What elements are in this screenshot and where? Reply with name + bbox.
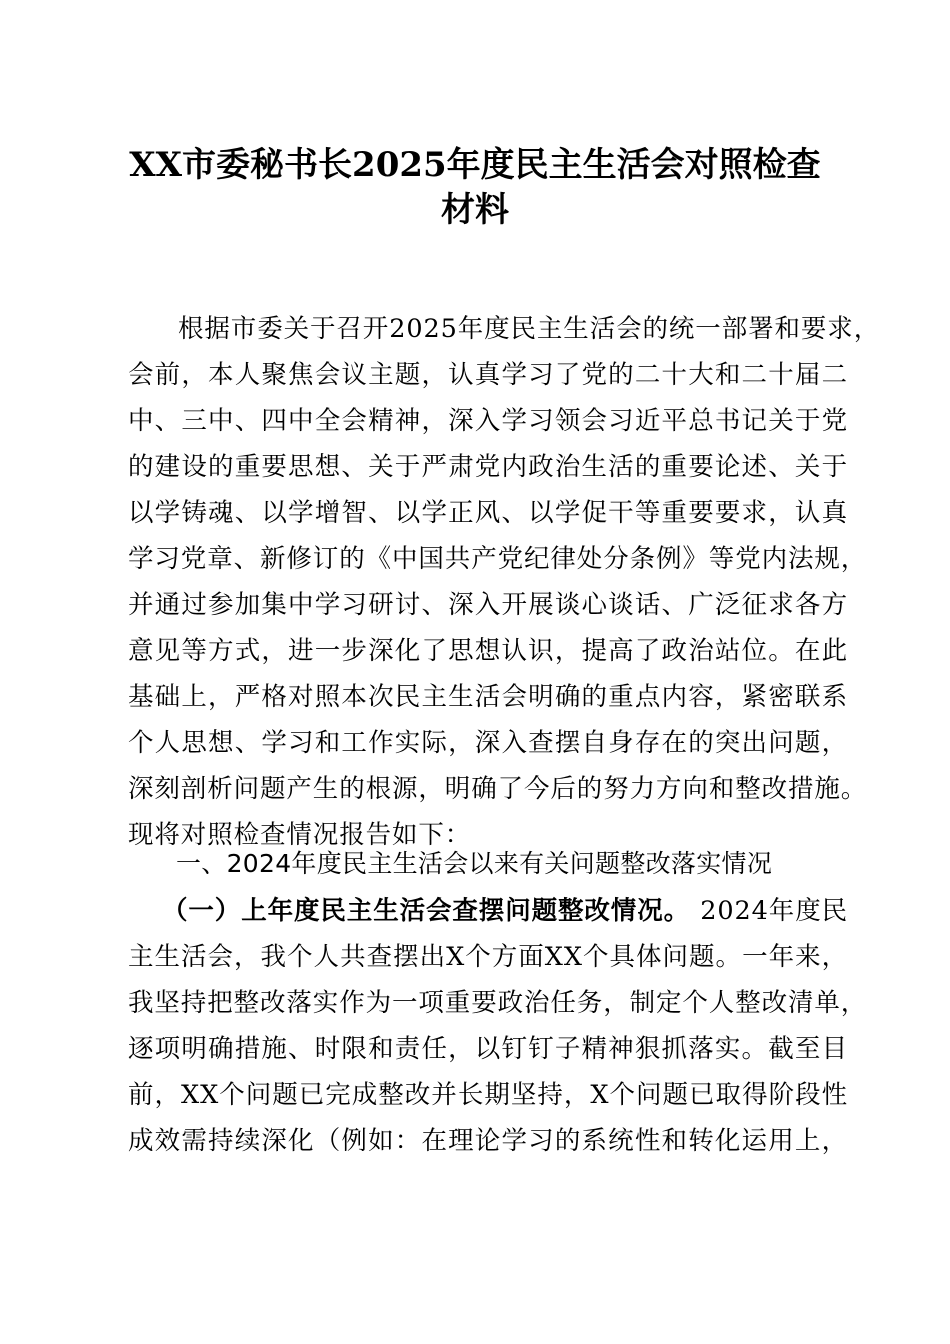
intro-line: 根据市委关于召开2025年度民主生活会的统一部署和要求，	[178, 314, 881, 344]
intro-line: 深刻剖析问题产生的根源，明确了今后的努力方向和整改措施。	[128, 774, 868, 804]
subsection-line: 前，XX个问题已完成整改并长期坚持，X个问题已取得阶段性	[128, 1080, 848, 1110]
document-title-line-2: 材料	[441, 190, 509, 230]
intro-line: 个人思想、学习和工作实际，深入查摆自身存在的突出问题，	[128, 728, 848, 758]
subsection-line: 成效需持续深化（例如：在理论学习的系统性和转化运用上，	[128, 1126, 848, 1156]
intro-line: 的建设的重要思想、关于严肃党内政治生活的重要论述、关于	[128, 452, 848, 482]
intro-line: 并通过参加集中学习研讨、深入开展谈心谈话、广泛征求各方	[128, 590, 848, 620]
intro-line: 中、三中、四中全会精神，深入学习领会习近平总书记关于党	[128, 406, 848, 436]
intro-line: 现将对照检查情况报告如下：	[128, 820, 472, 850]
subsection-line: 我坚持把整改落实作为一项重要政治任务，制定个人整改清单，	[128, 988, 868, 1018]
subsection-heading: （一）上年度民主生活会查摆问题整改情况。	[162, 896, 691, 926]
intro-line: 学习党章、新修订的《中国共产党纪律处分条例》等党内法规，	[128, 544, 868, 574]
subsection-first-line-rest: 2024年度民	[700, 896, 848, 926]
document-title-line-1: XX市委秘书长2025年度民主生活会对照检查	[129, 145, 821, 185]
section-heading: 一、2024年度民主生活会以来有关问题整改落实情况	[176, 849, 773, 878]
intro-line: 基础上，严格对照本次民主生活会明确的重点内容，紧密联系	[128, 682, 848, 712]
intro-line: 会前，本人聚焦会议主题，认真学习了党的二十大和二十届二	[128, 360, 848, 390]
intro-line: 以学铸魂、以学增智、以学正风、以学促干等重要要求，认真	[128, 498, 848, 528]
subsection-first-line	[162, 894, 848, 928]
intro-line: 意见等方式，进一步深化了思想认识，提高了政治站位。在此	[128, 636, 848, 666]
subsection-line: 逐项明确措施、时限和责任，以钉钉子精神狠抓落实。截至目	[128, 1034, 848, 1064]
subsection-line: 主生活会，我个人共查摆出X个方面XX个具体问题。一年来，	[128, 942, 848, 972]
